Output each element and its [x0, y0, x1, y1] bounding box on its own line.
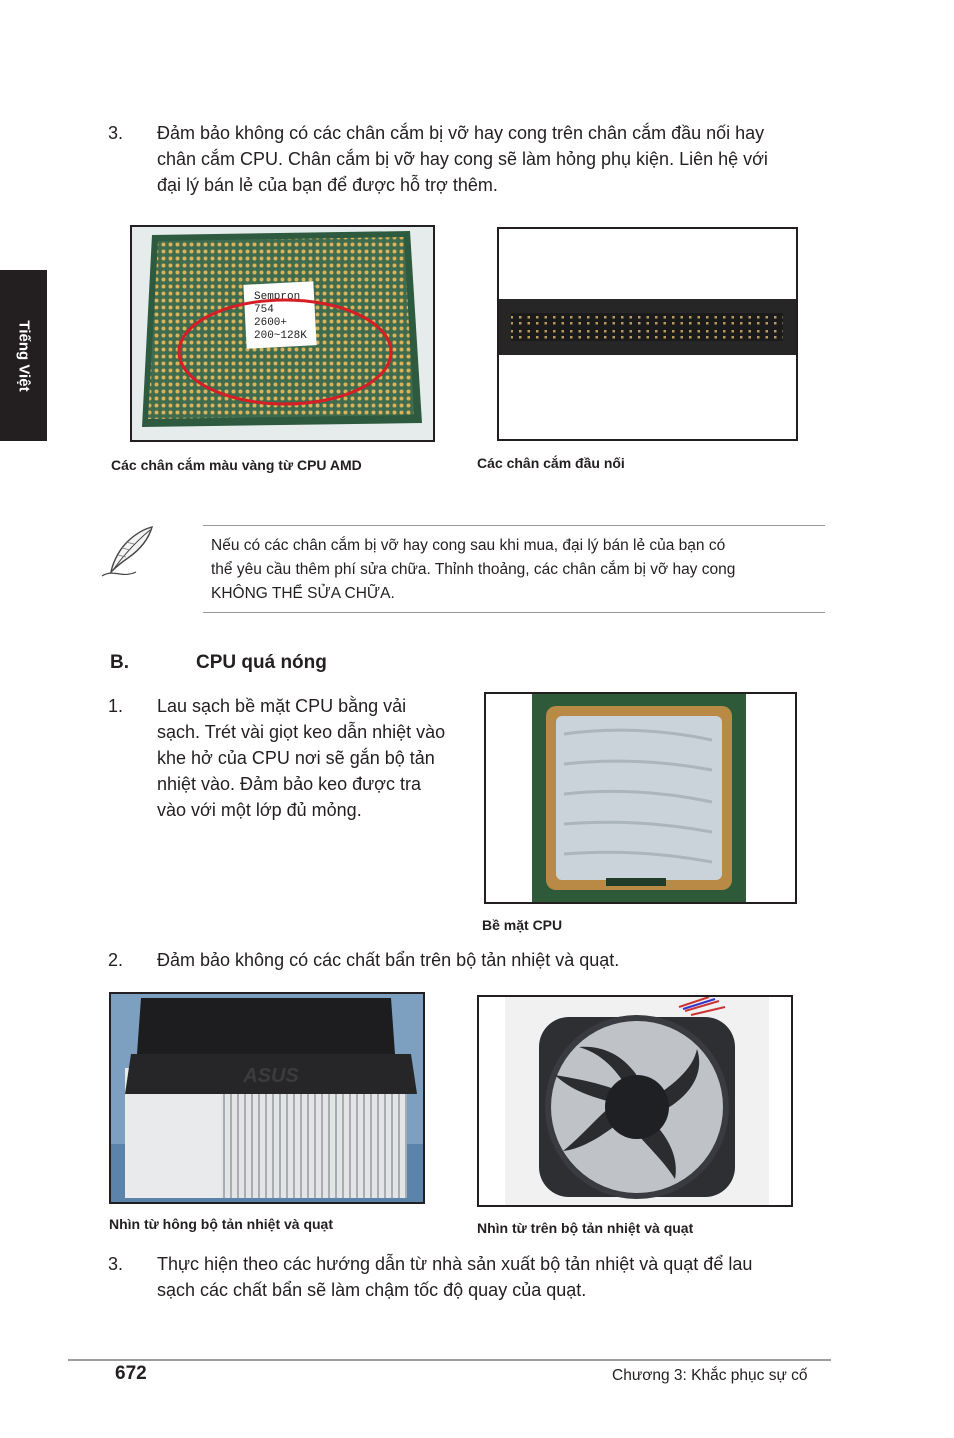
- note-line: KHÔNG THỂ SỬA CHỮA.: [211, 585, 395, 602]
- step-number: 3.: [108, 1254, 124, 1274]
- step-text-line: Thực hiện theo các hướng dẫn từ nhà sản xuất bộ tản nhiệt và quạt để lau: [157, 1254, 753, 1274]
- chapter-title: Chương 3: Khắc phục sự cố: [612, 1367, 808, 1384]
- step-text: [157, 1251, 837, 1303]
- figure-caption: Nhìn từ trên bộ tản nhiệt và quạt: [477, 1220, 694, 1236]
- step-number: 2.: [108, 950, 124, 970]
- page-number: 672: [115, 1363, 147, 1384]
- step-text: [157, 120, 837, 198]
- step-text: Đảm bảo không có các chất bẩn trên bộ tản nhiệt và quạt.: [157, 950, 620, 970]
- step-number: 1.: [108, 696, 124, 716]
- language-tab: [0, 270, 47, 441]
- heatsink-side-illustration: [111, 994, 423, 1202]
- figure-caption: Các chân cắm màu vàng từ CPU AMD: [111, 457, 362, 473]
- figure-caption: Bề mặt CPU: [482, 917, 563, 933]
- figure-caption: Nhìn từ hông bộ tản nhiệt và quạt: [109, 1216, 334, 1232]
- note-line: Nếu có các chân cắm bị vỡ hay cong sau khi mua, đại lý bán lẻ của bạn có: [211, 537, 726, 554]
- heatsink-top-illustration: [479, 997, 791, 1205]
- cpu-label-line: 200~128K: [254, 330, 307, 342]
- quill-pen-icon: [100, 524, 158, 580]
- cpu-label-line: 754: [254, 304, 274, 316]
- note-line: thể yêu cầu thêm phí sửa chữa. Thỉnh thoảng, các chân cắm bị vỡ hay cong: [211, 561, 736, 578]
- step-text-line: nhiệt vào. Đảm bảo keo được tra: [157, 774, 421, 794]
- language-tab-label: Tiếng Việt: [15, 319, 32, 392]
- step-text-line: khe hở của CPU nơi sẽ gắn bộ tản: [157, 748, 435, 768]
- amd-cpu-illustration: [132, 227, 433, 440]
- cpu-label-line: 2600+: [254, 317, 288, 329]
- amd-cpu-photo: [130, 225, 435, 442]
- step-text-line: đại lý bán lẻ của bạn để được hỗ trợ thêm.: [157, 175, 498, 195]
- step-number: 3.: [108, 123, 124, 143]
- cpu-surface-illustration: [486, 694, 795, 902]
- heatsink-top-photo: [477, 995, 793, 1207]
- step-text-line: chân cắm CPU. Chân cắm bị vỡ hay cong sẽ làm hỏng phụ kiện. Liên hệ với: [157, 149, 768, 169]
- cpu-label-line: Sempron: [254, 291, 301, 303]
- brand-mark: ASUS: [243, 1065, 299, 1087]
- step-text-line: sạch. Trét vài giọt keo dẫn nhiệt vào: [157, 722, 446, 742]
- step-text-line: sạch các chất bẩn sẽ làm chậm tốc độ quay của quạt.: [157, 1280, 587, 1300]
- step-text-line: vào với một lớp đủ mỏng.: [157, 800, 362, 820]
- figure-caption: Các chân cắm đầu nối: [477, 455, 625, 471]
- footer-rule: [68, 1359, 831, 1361]
- note-text: [211, 534, 811, 606]
- section-letter: B.: [110, 652, 129, 673]
- cpu-surface-photo: [484, 692, 797, 904]
- note-box: [203, 525, 825, 613]
- step-text-line: Lau sạch bề mặt CPU bằng vải: [157, 696, 407, 716]
- section-title: CPU quá nóng: [196, 652, 327, 673]
- step-text-line: Đảm bảo không có các chân cắm bị vỡ hay cong trên chân cắm đầu nối hay: [157, 123, 765, 143]
- connector-photo: [497, 227, 798, 441]
- step-text: [157, 693, 477, 823]
- heatsink-side-photo: [109, 992, 425, 1204]
- connector-illustration: [499, 229, 796, 439]
